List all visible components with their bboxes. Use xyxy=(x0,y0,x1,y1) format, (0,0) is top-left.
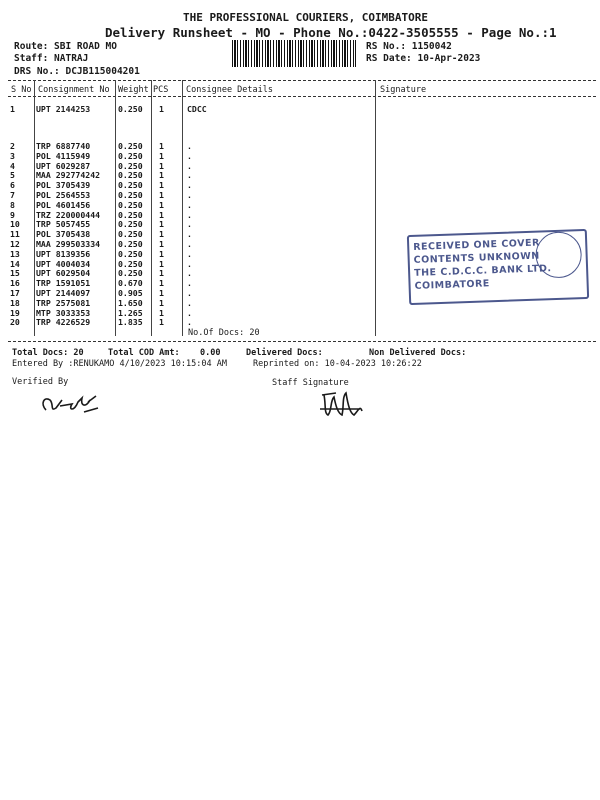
row-pcs: 1 xyxy=(159,141,164,151)
row-consignment-no: POL 3705439 xyxy=(36,180,91,191)
row-pcs: 1 xyxy=(159,180,164,191)
row-consignment-no: UPT 8139356 xyxy=(36,248,91,259)
row-weight: 1.265 xyxy=(118,307,143,318)
row-consignee: . xyxy=(187,268,192,279)
row-weight: 0.250 xyxy=(118,239,143,249)
table-row xyxy=(0,180,600,190)
row-sno: 7 xyxy=(10,190,15,200)
row-sno: 5 xyxy=(10,170,15,181)
row-pcs: 1 xyxy=(159,288,164,298)
row-weight: 0.250 xyxy=(118,180,143,191)
row-consignee: . xyxy=(187,150,192,161)
row-consignee: . xyxy=(187,219,192,230)
stamp-line-2: CONTENTS UNKNOWN xyxy=(413,250,540,266)
row-sno: 4 xyxy=(10,160,15,171)
row-sno: 16 xyxy=(10,278,20,289)
row-sno: 1 xyxy=(10,104,15,114)
row-consignment-no: POL 4601456 xyxy=(36,199,91,210)
row-weight: 0.250 xyxy=(118,219,143,230)
row-pcs: 1 xyxy=(159,160,164,171)
row-sno: 17 xyxy=(10,288,20,298)
stamp-line-1: RECEIVED ONE COVER xyxy=(413,237,540,253)
row-consignment-no: TRP 2575081 xyxy=(36,297,91,308)
row-weight: 1.650 xyxy=(118,297,143,308)
row-consignment-no: UPT 4004034 xyxy=(36,258,91,269)
row-weight: 0.250 xyxy=(118,160,143,171)
row-consignment-no: UPT 6029287 xyxy=(36,160,91,171)
staff-signature-label: Staff Signature xyxy=(272,378,349,388)
row-pcs: 1 xyxy=(159,248,164,259)
row-consignee: . xyxy=(187,160,192,171)
row-consignment-no: TRZ 220000444 xyxy=(36,209,101,220)
col-header-weight: Weight xyxy=(118,85,149,95)
row-weight: 0.250 xyxy=(118,199,143,210)
row-sno: 3 xyxy=(10,150,15,161)
row-consignment-no: TRP 1591051 xyxy=(36,278,91,289)
row-weight: 0.905 xyxy=(118,288,143,298)
row-pcs: 1 xyxy=(159,209,164,220)
table-row xyxy=(0,219,600,229)
company-name: THE PROFESSIONAL COURIERS, COIMBATORE xyxy=(183,11,429,24)
col-header-sno: S No xyxy=(11,85,32,95)
row-sno: 10 xyxy=(10,219,20,230)
row-pcs: 1 xyxy=(159,268,164,279)
barcode-image xyxy=(232,40,356,67)
row-sno: 13 xyxy=(10,248,20,259)
row-pcs: 1 xyxy=(159,317,164,328)
row-consignee: . xyxy=(187,141,192,151)
entered-by: Entered By :RENUKAMO 4/10/2023 10:15:04 AM xyxy=(12,359,227,369)
total-cod-label: Total COD Amt: xyxy=(108,348,180,358)
staff-label: Staff: NATRAJ xyxy=(14,53,89,64)
row-weight: 0.250 xyxy=(118,209,143,220)
rs-date: RS Date: 10-Apr-2023 xyxy=(366,53,481,64)
reprinted-on: Reprinted on: 10-04-2023 10:26:22 xyxy=(253,359,422,369)
row-pcs: 1 xyxy=(159,307,164,318)
col-header-pcs: PCS xyxy=(153,85,169,95)
row-sno: 6 xyxy=(10,180,15,191)
drs-number: DRS No.: DCJB115004201 xyxy=(14,66,140,77)
row-pcs: 1 xyxy=(159,150,164,161)
row-weight: 0.250 xyxy=(118,104,143,114)
no-of-docs: No.Of Docs: 20 xyxy=(188,328,260,338)
row-consignee: . xyxy=(187,307,192,318)
row-consignee: . xyxy=(187,248,192,259)
col-header-consignment: Consignment No xyxy=(38,85,110,95)
row-consignment-no: POL 3705438 xyxy=(36,229,91,240)
row-consignment-no: MAA 292774242 xyxy=(36,170,101,181)
col-header-signature: Signature xyxy=(380,85,427,95)
row-weight: 0.670 xyxy=(118,278,143,289)
table-row xyxy=(0,200,600,210)
row-weight: 1.835 xyxy=(118,317,143,328)
table-row xyxy=(0,210,600,220)
row-consignee: . xyxy=(187,209,192,220)
row-sno: 8 xyxy=(10,199,15,210)
row-consignee: . xyxy=(187,170,192,181)
row-pcs: 1 xyxy=(159,297,164,308)
row-consignee: . xyxy=(187,297,192,308)
row-sno: 19 xyxy=(10,307,20,318)
table-row xyxy=(0,170,600,180)
row-sno: 20 xyxy=(10,317,20,328)
row-sno: 18 xyxy=(10,297,20,308)
row-consignment-no: TRP 4226529 xyxy=(36,317,91,328)
row-sno: 15 xyxy=(10,268,20,279)
non-delivered-docs: Non Delivered Docs: xyxy=(369,348,467,358)
row-consignment-no: UPT 6029504 xyxy=(36,268,91,279)
row-consignee: . xyxy=(187,199,192,210)
row-weight: 0.250 xyxy=(118,150,143,161)
verified-by-signature xyxy=(38,390,108,420)
row-consignment-no: TRP 6887740 xyxy=(36,141,91,151)
rs-number: RS No.: 1150042 xyxy=(366,41,452,52)
row-pcs: 1 xyxy=(159,170,164,181)
delivered-docs: Delivered Docs: xyxy=(246,348,323,358)
table-row xyxy=(0,141,600,151)
table-header-rule xyxy=(8,96,596,97)
table-row xyxy=(0,104,600,114)
col-header-consignee: Consignee Details xyxy=(186,85,273,95)
row-consignment-no: UPT 2144097 xyxy=(36,288,91,298)
runsheet-title: Delivery Runsheet - MO - Phone No.:0422-3505555 - Page No.:1 xyxy=(105,25,557,40)
table-top-rule xyxy=(8,80,596,81)
staff-signature xyxy=(316,385,368,421)
row-consignee: CDCC xyxy=(187,104,207,114)
total-docs: Total Docs: 20 xyxy=(12,348,84,358)
row-consignee: . xyxy=(187,288,192,298)
row-consignee: . xyxy=(187,317,192,328)
row-sno: 14 xyxy=(10,258,20,269)
stamp-line-4: COIMBATORE xyxy=(414,278,491,292)
row-pcs: 1 xyxy=(159,239,164,249)
row-weight: 0.250 xyxy=(118,248,143,259)
row-consignee: . xyxy=(187,229,192,240)
row-weight: 0.250 xyxy=(118,141,143,151)
route-label: Route: SBI ROAD MO xyxy=(14,41,117,52)
row-consignment-no: POL 4115949 xyxy=(36,150,91,161)
row-pcs: 1 xyxy=(159,199,164,210)
row-weight: 0.250 xyxy=(118,268,143,279)
row-weight: 0.250 xyxy=(118,170,143,181)
row-consignment-no: POL 2564553 xyxy=(36,190,91,200)
table-row xyxy=(0,190,600,200)
row-pcs: 1 xyxy=(159,190,164,200)
row-sno: 12 xyxy=(10,239,20,249)
table-row xyxy=(0,317,600,327)
row-sno: 2 xyxy=(10,141,15,151)
row-weight: 0.250 xyxy=(118,258,143,269)
table-row xyxy=(0,308,600,318)
table-bottom-rule xyxy=(8,341,596,342)
row-sno: 9 xyxy=(10,209,15,220)
table-row xyxy=(0,161,600,171)
stamp-line-3: THE C.D.C.C. BANK LTD. xyxy=(413,263,552,279)
row-weight: 0.250 xyxy=(118,229,143,240)
bank-received-stamp xyxy=(407,229,589,305)
row-sno: 11 xyxy=(10,229,20,240)
row-consignee: . xyxy=(187,180,192,191)
row-pcs: 1 xyxy=(159,278,164,289)
row-consignee: . xyxy=(187,258,192,269)
row-pcs: 1 xyxy=(159,258,164,269)
row-pcs: 1 xyxy=(159,229,164,240)
row-pcs: 1 xyxy=(159,104,164,114)
row-consignment-no: UPT 2144253 xyxy=(36,104,91,114)
row-consignment-no: MTP 3033353 xyxy=(36,307,91,318)
row-consignment-no: TRP 5057455 xyxy=(36,219,91,230)
row-weight: 0.250 xyxy=(118,190,143,200)
row-pcs: 1 xyxy=(159,219,164,230)
total-cod-value: 0.00 xyxy=(200,348,221,358)
row-consignee: . xyxy=(187,278,192,289)
row-consignment-no: MAA 299503334 xyxy=(36,239,101,249)
row-consignee: . xyxy=(187,239,192,249)
row-consignee: . xyxy=(187,190,192,200)
verified-by-label: Verified By xyxy=(12,377,69,387)
table-row xyxy=(0,151,600,161)
